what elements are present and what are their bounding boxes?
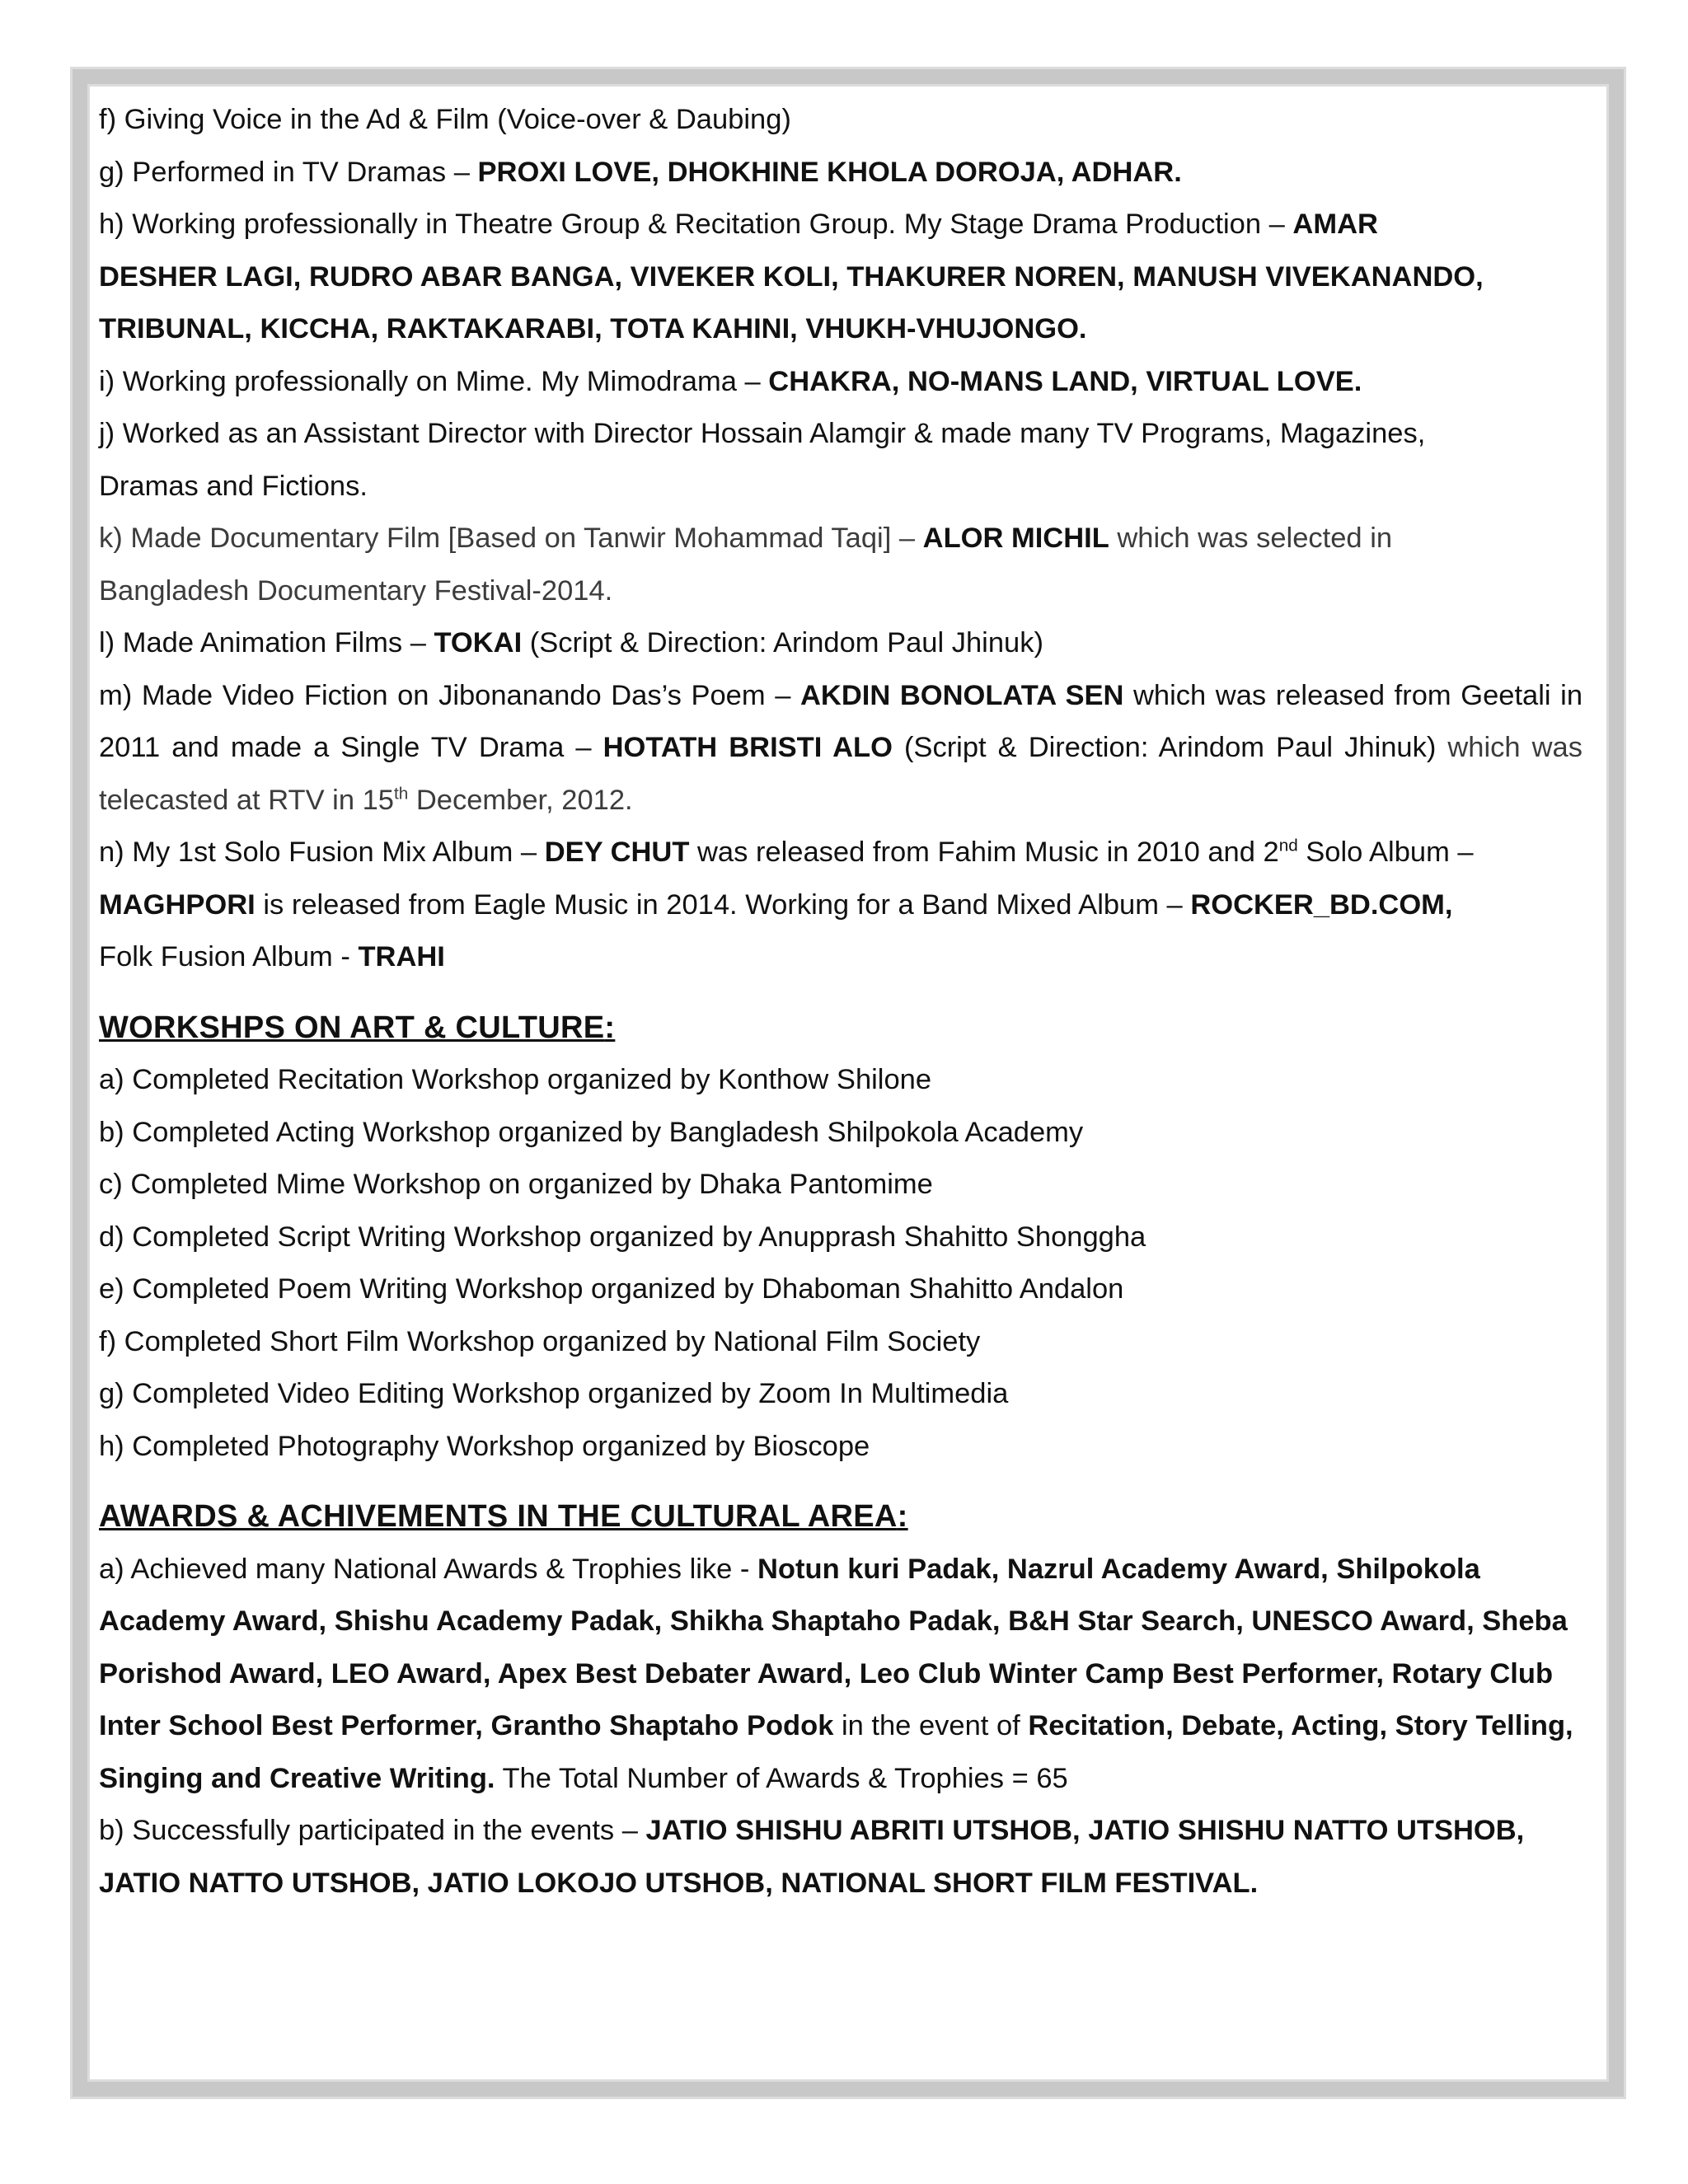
- workshop-item: e) Completed Poem Writing Workshop organized by Dhaboman Shahitto Andalon: [99, 1273, 1124, 1305]
- item-g: [99, 147, 1582, 199]
- item-l-suffix: (Script & Direction: Arindom Paul Jhinuk): [522, 627, 1043, 658]
- item-m-mid-2: (Script & Direction: Arindom Paul Jhinuk): [892, 732, 1437, 763]
- item-m-date: December, 2012.: [408, 784, 633, 816]
- workshops-heading-colon: :: [604, 1010, 616, 1045]
- item-n: [99, 827, 1582, 984]
- item-j-line2: Dramas and Fictions.: [99, 470, 368, 502]
- item-l: [99, 617, 1582, 670]
- award-a-text: a) Achieved many National Awards & Trophies like -: [99, 1553, 758, 1585]
- document-body: [99, 94, 1582, 1910]
- item-h-line3: [99, 303, 1582, 356]
- item-n-mid-3: is released from Eagle Music in 2014. Working for a Band Mixed Album –: [255, 888, 1191, 921]
- item-h-title-1: AMAR: [1292, 209, 1378, 240]
- workshop-item: d) Completed Script Writing Workshop organized by Anupprash Shahitto Shonggha: [99, 1221, 1146, 1253]
- item-n-mid-4: Folk Fusion Album -: [99, 941, 359, 972]
- item-m-text: m) Made Video Fiction on Jibonanando Das’s Poem –: [99, 679, 800, 711]
- item-h-line1: [99, 199, 1582, 251]
- award-a-events: Recitation, Debate, Acting, Story Telling, Singing and Creative Writing.: [99, 1710, 1573, 1794]
- workshop-item: c) Completed Mime Workshop on organized by Dhaka Pantomime: [99, 1169, 933, 1200]
- awards-heading-text: AWARDS & ACHIVEMENTS IN THE CULTURAL AREA: [99, 1499, 898, 1534]
- item-m-title-1: AKDIN BONOLATA SEN: [799, 679, 1124, 711]
- item-k-title: ALOR MICHIL: [922, 523, 1109, 554]
- award-item-b: [99, 1805, 1582, 1910]
- workshop-item: g) Completed Video Editing Workshop organized by Zoom In Multimedia: [99, 1378, 1009, 1409]
- item-n-title-3: ROCKER_BD.COM,: [1190, 888, 1453, 921]
- awards-heading: [99, 1491, 1582, 1544]
- workshop-item: a) Completed Recitation Workshop organized by Konthow Shilone: [99, 1064, 932, 1095]
- award-item-a: [99, 1544, 1582, 1806]
- item-m: [99, 670, 1582, 827]
- award-a-total: The Total Number of Awards & Trophies = 65: [495, 1762, 1068, 1794]
- item-n-sup: nd: [1278, 836, 1298, 855]
- award-a-mid: in the event of: [833, 1710, 1029, 1741]
- item-j-line1: j) Worked as an Assistant Director with Director Hossain Alamgir & made many TV Programs, Magazines,: [99, 418, 1426, 449]
- item-m-title-2: HOTATH BRISTI ALO: [603, 732, 893, 763]
- item-k-suffix: which was selected in: [1109, 523, 1393, 554]
- item-m-telecast: which was telecasted at RTV in 15: [99, 732, 1582, 816]
- item-n-mid-1: was released from Fahim Music in 2010 and 2: [689, 837, 1279, 868]
- item-n-title-2: MAGHPORI: [99, 888, 256, 921]
- item-k-text: k) Made Documentary Film [Based on Tanwir Mohammad Taqi] –: [99, 523, 923, 554]
- item-f: f) Giving Voice in the Ad & Film (Voice-over & Daubing): [99, 104, 791, 135]
- award-b-text: b) Successfully participated in the events –: [99, 1815, 646, 1846]
- item-m-mid-1: which was released from Geetali in 2011 and made a Single TV Drama –: [99, 679, 1583, 763]
- item-i-text: i) Working professionally on Mime. My Mimodrama –: [99, 365, 769, 397]
- item-k-line1: [99, 513, 1582, 565]
- item-g-titles: PROXI LOVE, DHOKHINE KHOLA DOROJA, ADHAR.: [477, 156, 1182, 188]
- item-g-text: g) Performed in TV Dramas –: [99, 156, 478, 188]
- item-n-title-1: DEY CHUT: [544, 837, 690, 868]
- item-m-sup: th: [394, 784, 409, 803]
- item-i: [99, 356, 1582, 409]
- item-h-title-2: DESHER LAGI, RUDRO ABAR BANGA, VIVEKER KOLI, THAKURER NOREN, MANUSH VIVEKANANDO,: [99, 260, 1484, 293]
- workshop-item: b) Completed Acting Workshop organized by Bangladesh Shilpokola Academy: [99, 1116, 1084, 1148]
- item-l-title: TOKAI: [434, 627, 523, 658]
- item-h-title-3: TRIBUNAL, KICCHA, RAKTAKARABI, TOTA KAHINI, VHUKH-VHUJONGO.: [99, 313, 1087, 344]
- item-h-line2: [99, 251, 1582, 304]
- item-n-mid-2: Solo Album –: [1297, 837, 1474, 868]
- awards-heading-colon: :: [897, 1499, 908, 1534]
- item-k-line2: Bangladesh Documentary Festival-2014.: [99, 574, 613, 607]
- workshop-item: h) Completed Photography Workshop organized by Bioscope: [99, 1430, 870, 1462]
- workshops-heading: [99, 1002, 1582, 1055]
- award-b-events: JATIO SHISHU ABRITI UTSHOB, JATIO SHISHU NATTO UTSHOB, JATIO NATTO UTSHOB, JATIO LOKOJO UTSHOB, NATIONAL SHORT FILM FESTIVAL.: [99, 1815, 1525, 1899]
- item-n-text: n) My 1st Solo Fusion Mix Album –: [99, 837, 545, 868]
- item-i-titles: CHAKRA, NO-MANS LAND, VIRTUAL LOVE.: [768, 365, 1362, 397]
- item-n-title-4: TRAHI: [358, 941, 445, 972]
- item-l-text: l) Made Animation Films –: [99, 627, 434, 658]
- award-a-list: Notun kuri Padak, Nazrul Academy Award, Shilpokola Academy Award, Shishu Academy Padak, Shikha Shaptaho Padak, B&H Star Search, UNESCO Award, Sheba Porishod Award, LEO Award, Apex Best Debater Award, Leo Club Winter Camp Best Performer, Rotary Club Inter School Best Performer, Grantho Shaptaho Podok: [99, 1553, 1568, 1741]
- item-h-text: h) Working professionally in Theatre Group & Recitation Group. My Stage Drama Production –: [99, 209, 1293, 240]
- workshop-item: f) Completed Short Film Workshop organized by National Film Society: [99, 1325, 981, 1357]
- workshops-heading-text: WORKSHPS ON ART & CULTURE: [99, 1010, 605, 1045]
